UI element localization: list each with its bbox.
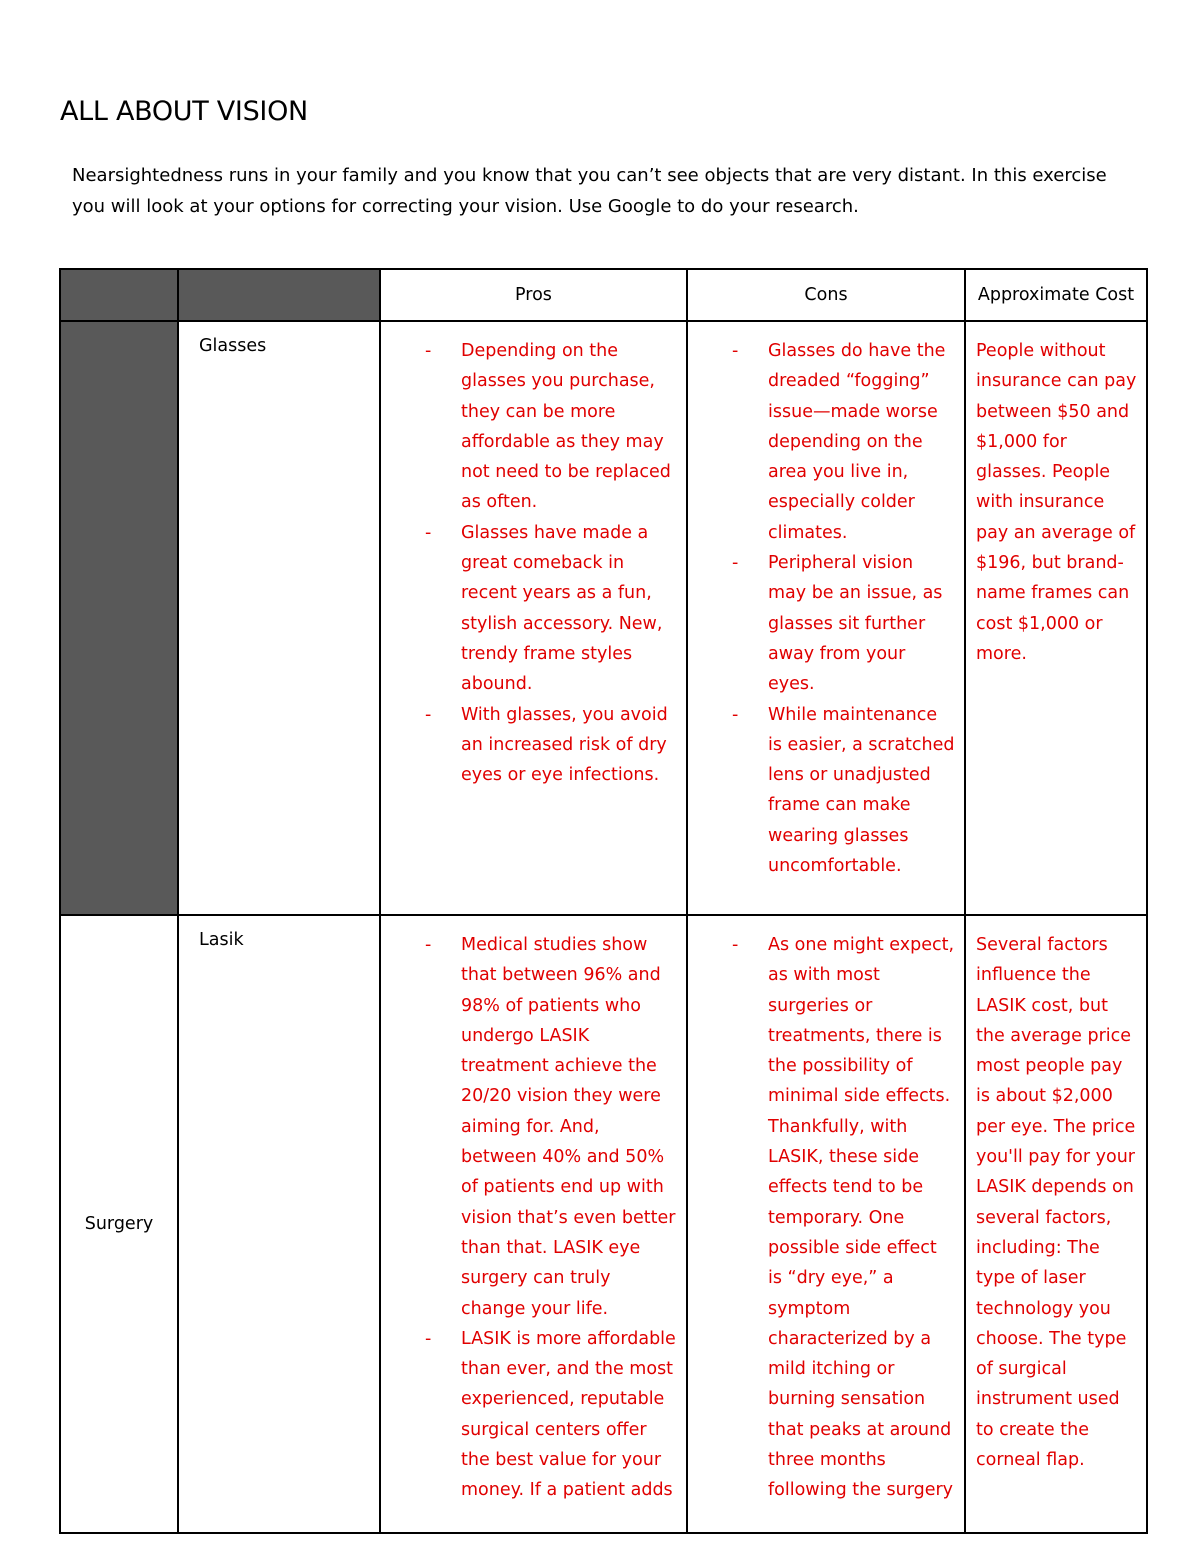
list-item: - Peripheral vision may be an issue, as glasses sit further away from your eyes. xyxy=(688,548,956,699)
page-title: ALL ABOUT VISION xyxy=(60,96,308,127)
list-item: - Glasses have made a great comeback in recent years as a fun, stylish accessory. New, trendy frame styles abound. xyxy=(381,518,678,700)
header-blank-category xyxy=(60,269,178,321)
table-row xyxy=(60,915,1147,1533)
cons-cell xyxy=(687,321,965,915)
pros-cell xyxy=(380,321,687,915)
vision-options-table xyxy=(59,268,1148,1534)
table-header-row xyxy=(60,269,1147,321)
cons-cell xyxy=(687,915,965,1533)
list-item: - Medical studies show that between 96% and 98% of patients who undergo LASIK treatment achieve the 20/20 vision they were aiming for. And, between 40% and 50% of patients end up with vision that’s even better than that. LASIK eye surgery can truly change your life. xyxy=(381,930,678,1324)
cons-list xyxy=(688,916,964,1506)
table-row xyxy=(60,321,1147,915)
list-item: - Glasses do have the dreaded “fogging” issue—made worse depending on the area you live in, especially colder climates. xyxy=(688,336,956,548)
cost-cell: People without insurance can pay between $50 and $1,000 for glasses. People with insurance pay an average of $196, but brand-name frames can cost $1,000 or more. xyxy=(965,321,1147,915)
option-cell: Lasik xyxy=(178,915,380,1533)
pros-list xyxy=(381,322,686,802)
list-item: - Depending on the glasses you purchase, they can be more affordable as they may not need to be replaced as often. xyxy=(381,336,678,518)
header-blank-option xyxy=(178,269,380,321)
pros-list xyxy=(381,916,686,1506)
cons-list xyxy=(688,322,964,893)
category-cell: Surgery xyxy=(60,915,178,1533)
category-cell xyxy=(60,321,178,915)
header-cost: Approximate Cost xyxy=(965,269,1147,321)
list-item: - While maintenance is easier, a scratched lens or unadjusted frame can make wearing glasses uncomfortable. xyxy=(688,700,956,882)
option-cell: Glasses xyxy=(178,321,380,915)
header-cons: Cons xyxy=(687,269,965,321)
intro-paragraph: Nearsightedness runs in your family and you know that you can’t see objects that are very distant. In this exercise you will look at your options for correcting your vision. Use Google to do your research. xyxy=(72,165,1107,217)
header-pros: Pros xyxy=(380,269,687,321)
pros-cell xyxy=(380,915,687,1533)
list-item: - As one might expect, as with most surgeries or treatments, there is the possibility of minimal side effects. Thankfully, with LASIK, these side effects tend to be temporary. One possible side effect is “dry eye,” a symptom characterized by a mild itching or burning sensation that peaks at around three months following the surgery xyxy=(688,930,956,1506)
list-item: - With glasses, you avoid an increased risk of dry eyes or eye infections. xyxy=(381,700,678,791)
cost-cell: Several factors influence the LASIK cost, but the average price most people pay is about $2,000 per eye. The price you'll pay for your LASIK depends on several factors, including: The type of laser technology you choose. The type of surgical instrument used to create the corneal flap. xyxy=(965,915,1147,1533)
list-item: - LASIK is more affordable than ever, and the most experienced, reputable surgical centers offer the best value for your money. If a patient adds xyxy=(381,1324,678,1506)
